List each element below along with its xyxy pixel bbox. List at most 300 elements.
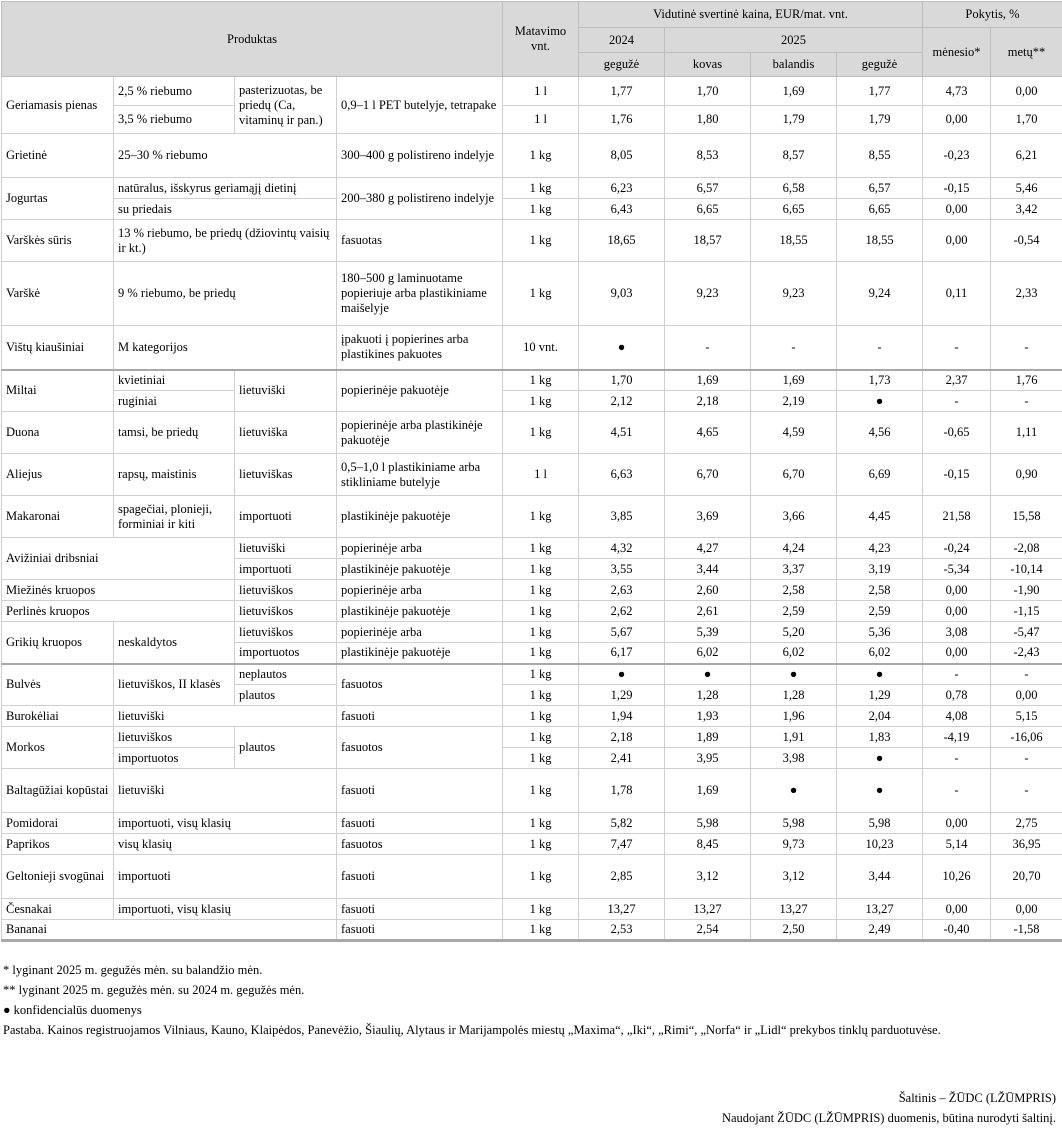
price-2025-mar: 2,18 (665, 391, 751, 412)
table-row (2, 920, 1062, 941)
table-row (2, 454, 1062, 496)
price-2025-may: - (837, 326, 923, 370)
unit-cell: 1 kg (503, 769, 579, 813)
change-year: 1,11 (991, 412, 1062, 454)
change-year: 0,00 (991, 77, 1062, 106)
unit-cell: 1 l (503, 106, 579, 134)
price-2024-may: 1,76 (579, 106, 665, 134)
product-origin: lietuviškas (235, 454, 337, 496)
product-packaging: fasuoti (337, 899, 503, 920)
price-2025-may: 2,49 (837, 920, 923, 941)
header-metu: metų** (991, 28, 1062, 77)
table-body (2, 77, 1062, 941)
table-row (2, 899, 1062, 920)
price-2024-may: 2,85 (579, 855, 665, 899)
price-2024-may: 1,77 (579, 77, 665, 106)
price-2024-may: 6,17 (579, 643, 665, 664)
unit-cell: 1 kg (503, 391, 579, 412)
unit-cell: 1 kg (503, 412, 579, 454)
table-row (2, 496, 1062, 538)
product-origin: lietuviški (235, 370, 337, 412)
price-2024-may: 2,12 (579, 391, 665, 412)
price-2024-may: 2,62 (579, 601, 665, 622)
change-month: - (923, 326, 991, 370)
product-variant: spagečiai, plonieji, forminiai ir kiti (114, 496, 235, 538)
product-name: Duona (2, 412, 114, 454)
product-variant: M kategorijos (114, 326, 337, 370)
table-row (2, 412, 1062, 454)
change-year: 20,70 (991, 855, 1062, 899)
price-2024-may: ● (579, 664, 665, 685)
price-2024-may: 6,63 (579, 454, 665, 496)
change-year: -16,06 (991, 727, 1062, 748)
product-packaging: plastikinėje pakuotėje (337, 643, 503, 664)
price-2025-apr: 1,69 (751, 77, 837, 106)
change-year: 5,15 (991, 706, 1062, 727)
change-month: 0,78 (923, 685, 991, 706)
price-table (1, 1, 1062, 942)
product-variant: importuoti, visų klasių (114, 813, 337, 834)
change-year: 3,42 (991, 199, 1062, 220)
product-name: Varškės sūris (2, 220, 114, 262)
price-2025-mar: 6,57 (665, 178, 751, 199)
product-variant: kvietiniai (114, 370, 235, 391)
product-origin: importuotos (235, 643, 337, 664)
unit-cell: 1 kg (503, 748, 579, 769)
price-2025-may: ● (837, 769, 923, 813)
product-packaging: plastikinėje pakuotėje (337, 496, 503, 538)
price-2025-mar: 13,27 (665, 899, 751, 920)
price-2025-apr: 13,27 (751, 899, 837, 920)
price-2025-may: 6,69 (837, 454, 923, 496)
price-2025-may: 4,56 (837, 412, 923, 454)
price-2025-may: 1,77 (837, 77, 923, 106)
product-variant: 9 % riebumo, be priedų (114, 262, 337, 326)
product-packaging: popierinėje arba (337, 580, 503, 601)
price-2024-may: 2,63 (579, 580, 665, 601)
product-packaging: fasuotos (337, 834, 503, 855)
change-month: 0,00 (923, 813, 991, 834)
product-name: Baltagūžiai kopūstai (2, 769, 114, 813)
header-menesio: mėnesio* (923, 28, 991, 77)
change-month: 0,00 (923, 106, 991, 134)
price-2025-may: 10,23 (837, 834, 923, 855)
price-2024-may: 1,94 (579, 706, 665, 727)
price-2025-apr: 18,55 (751, 220, 837, 262)
price-2025-apr: 4,59 (751, 412, 837, 454)
price-2025-apr: 1,79 (751, 106, 837, 134)
price-2024-may: 2,53 (579, 920, 665, 941)
price-2024-may: 1,29 (579, 685, 665, 706)
price-2025-mar: - (665, 326, 751, 370)
price-2024-may: 4,51 (579, 412, 665, 454)
price-2025-mar: 5,39 (665, 622, 751, 643)
price-2025-may: ● (837, 664, 923, 685)
table-row (2, 622, 1062, 643)
change-month: 3,08 (923, 622, 991, 643)
price-2025-apr: 2,50 (751, 920, 837, 941)
table-header (2, 2, 1062, 77)
table-row (2, 813, 1062, 834)
change-month: -0,15 (923, 454, 991, 496)
product-name: Grikių kruopos (2, 622, 114, 664)
price-2025-may: 18,55 (837, 220, 923, 262)
change-year: -2,08 (991, 538, 1062, 559)
unit-cell: 1 l (503, 77, 579, 106)
change-month: - (923, 391, 991, 412)
product-origin: importuoti (235, 496, 337, 538)
price-2025-mar: 18,57 (665, 220, 751, 262)
product-origin: lietuviška (235, 412, 337, 454)
unit-cell: 1 kg (503, 727, 579, 748)
price-2025-apr: 1,69 (751, 370, 837, 391)
product-name: Pomidorai (2, 813, 114, 834)
product-packaging: plastikinėje pakuotėje (337, 559, 503, 580)
price-2024-may: 3,85 (579, 496, 665, 538)
product-packaging: fasuotos (337, 727, 503, 769)
change-month: 0,00 (923, 199, 991, 220)
header-pokytis: Pokytis, % (923, 2, 1062, 28)
table-row (2, 220, 1062, 262)
price-2025-may: 2,04 (837, 706, 923, 727)
price-2025-mar: 1,69 (665, 769, 751, 813)
change-year: 15,58 (991, 496, 1062, 538)
change-year: - (991, 664, 1062, 685)
price-2024-may: 5,67 (579, 622, 665, 643)
product-name: Miltai (2, 370, 114, 412)
price-2024-may: ● (579, 326, 665, 370)
price-2025-may: 9,24 (837, 262, 923, 326)
price-2025-apr: 6,02 (751, 643, 837, 664)
product-name: Česnakai (2, 899, 114, 920)
unit-cell: 1 kg (503, 134, 579, 178)
header-year-2025: 2025 (665, 28, 923, 53)
price-2025-apr: 6,58 (751, 178, 837, 199)
change-year: -10,14 (991, 559, 1062, 580)
change-month: 0,00 (923, 643, 991, 664)
product-variant: ruginiai (114, 391, 235, 412)
price-2025-apr: 1,96 (751, 706, 837, 727)
product-name: Avižiniai dribsniai (2, 538, 235, 580)
price-2024-may: 2,41 (579, 748, 665, 769)
table-row (2, 262, 1062, 326)
table-row (2, 580, 1062, 601)
product-variant: 2,5 % riebumo (114, 77, 235, 106)
product-packaging: fasuotos (337, 664, 503, 706)
header-geguze-2025: gegužė (837, 53, 923, 77)
product-packaging: fasuotas (337, 220, 503, 262)
product-packaging: popierinėje arba (337, 538, 503, 559)
change-year: 6,21 (991, 134, 1062, 178)
product-packaging: plastikinėje pakuotėje (337, 601, 503, 622)
price-2025-mar: 3,44 (665, 559, 751, 580)
price-2025-apr: 9,73 (751, 834, 837, 855)
table-row (2, 106, 1062, 134)
table-row (2, 538, 1062, 559)
change-month: -0,24 (923, 538, 991, 559)
price-2025-apr: 8,57 (751, 134, 837, 178)
price-2025-may: 2,59 (837, 601, 923, 622)
product-packaging: 200–380 g polistireno indelyje (337, 178, 503, 220)
price-2025-may: 6,65 (837, 199, 923, 220)
table-row (2, 834, 1062, 855)
price-2025-mar: 8,53 (665, 134, 751, 178)
price-2025-may: ● (837, 391, 923, 412)
price-2024-may: 6,43 (579, 199, 665, 220)
product-name: Geriamasis pienas (2, 77, 114, 134)
price-2025-mar: 1,89 (665, 727, 751, 748)
product-packaging: popierinėje arba plastikinėje pakuotėje (337, 412, 503, 454)
product-variant: visų klasių (114, 834, 337, 855)
product-origin: lietuviškos (235, 601, 337, 622)
unit-cell: 1 kg (503, 538, 579, 559)
table-row (2, 370, 1062, 391)
product-variant: natūralus, išskyrus geriamąjį dietinį (114, 178, 337, 199)
product-packaging: fasuoti (337, 813, 503, 834)
change-month: 0,11 (923, 262, 991, 326)
price-2025-mar: 4,65 (665, 412, 751, 454)
product-origin: pasterizuotas, be priedų (Ca, vitaminų ir pan.) (235, 77, 337, 134)
unit-cell: 1 kg (503, 855, 579, 899)
product-packaging: fasuoti (337, 855, 503, 899)
product-variant: tamsi, be priedų (114, 412, 235, 454)
change-month: - (923, 748, 991, 769)
price-2025-mar: ● (665, 664, 751, 685)
unit-cell: 1 kg (503, 685, 579, 706)
price-2024-may: 8,05 (579, 134, 665, 178)
price-2025-mar: 3,12 (665, 855, 751, 899)
header-matavimo: Matavimo vnt. (503, 2, 579, 77)
product-variant: 3,5 % riebumo (114, 106, 235, 134)
product-name: Vištų kiaušiniai (2, 326, 114, 370)
change-month: - (923, 664, 991, 685)
price-2024-may: 1,78 (579, 769, 665, 813)
change-year: -1,58 (991, 920, 1062, 941)
header-geguze-2024: gegužė (579, 53, 665, 77)
product-name: Aliejus (2, 454, 114, 496)
price-2025-apr: 1,91 (751, 727, 837, 748)
price-2025-mar: 4,27 (665, 538, 751, 559)
product-variant: 13 % riebumo, be priedų (džiovintų vaisių ir kt.) (114, 220, 337, 262)
product-variant: lietuviški (114, 706, 337, 727)
unit-cell: 1 kg (503, 496, 579, 538)
table-row (2, 391, 1062, 412)
change-year: 36,95 (991, 834, 1062, 855)
source-usage-line: Naudojant ŽŪDC (LŽŪMPRIS) duomenis, būtina nurodyti šaltinį. (721, 1111, 1056, 1125)
table-row (2, 134, 1062, 178)
price-2024-may: 9,03 (579, 262, 665, 326)
product-origin: lietuviškos (235, 580, 337, 601)
price-2025-apr: ● (751, 664, 837, 685)
table-row (2, 727, 1062, 748)
header-year-2024: 2024 (579, 28, 665, 53)
product-name: Geltonieji svogūnai (2, 855, 114, 899)
change-month: 0,00 (923, 220, 991, 262)
product-packaging: popierinėje pakuotėje (337, 370, 503, 412)
change-year: 1,70 (991, 106, 1062, 134)
price-2025-mar: 1,70 (665, 77, 751, 106)
change-month: 4,08 (923, 706, 991, 727)
product-origin: lietuviški (235, 538, 337, 559)
product-variant: su priedais (114, 199, 337, 220)
unit-cell: 1 kg (503, 559, 579, 580)
price-2024-may: 1,70 (579, 370, 665, 391)
product-variant: lietuviški (114, 769, 337, 813)
product-packaging: 0,9–1 l PET butelyje, tetrapake (337, 77, 503, 134)
price-2025-apr: 5,98 (751, 813, 837, 834)
source-line: Šaltinis – ŽŪDC (LŽŪMPRIS) (898, 1091, 1056, 1105)
price-2025-may: 3,19 (837, 559, 923, 580)
product-name: Burokėliai (2, 706, 114, 727)
price-2025-apr: 9,23 (751, 262, 837, 326)
product-packaging: fasuoti (337, 769, 503, 813)
price-2024-may: 4,32 (579, 538, 665, 559)
price-2025-apr: 2,59 (751, 601, 837, 622)
price-2025-may: 13,27 (837, 899, 923, 920)
price-2024-may: 7,47 (579, 834, 665, 855)
product-packaging: 180–500 g laminuotame popieriuje arba plastikiniame maišelyje (337, 262, 503, 326)
price-2025-may: 1,79 (837, 106, 923, 134)
unit-cell: 1 kg (503, 920, 579, 941)
change-year: 1,76 (991, 370, 1062, 391)
table-row (2, 748, 1062, 769)
footnote-note: Pastaba. Kainos registruojamos Vilniaus, Kauno, Klaipėdos, Panevėžio, Šiaulių, Alytaus ir Marijampolės miestų „Maxima“, „Iki“, „Rimi“, „Norfa“ ir „Lidl“ prekybos tinklų parduotuvėse. (3, 1023, 941, 1037)
product-name: Paprikos (2, 834, 114, 855)
price-2025-apr: ● (751, 769, 837, 813)
change-month: 21,58 (923, 496, 991, 538)
price-2025-mar: 5,98 (665, 813, 751, 834)
price-2025-mar: 1,93 (665, 706, 751, 727)
price-2024-may: 18,65 (579, 220, 665, 262)
unit-cell: 1 kg (503, 622, 579, 643)
product-name: Grietinė (2, 134, 114, 178)
unit-cell: 1 kg (503, 220, 579, 262)
product-packaging: popierinėje arba (337, 622, 503, 643)
price-2025-mar: 1,28 (665, 685, 751, 706)
table-row (2, 706, 1062, 727)
price-2025-mar: 3,69 (665, 496, 751, 538)
product-name: Perlinės kruopos (2, 601, 235, 622)
product-origin: importuoti (235, 559, 337, 580)
header-balandis: balandis (751, 53, 837, 77)
product-name: Varškė (2, 262, 114, 326)
product-packaging: 0,5–1,0 l plastikiniame arba stikliniame butelyje (337, 454, 503, 496)
price-2024-may: 3,55 (579, 559, 665, 580)
header-produktas: Produktas (2, 2, 503, 77)
unit-cell: 1 kg (503, 199, 579, 220)
product-name: Bananai (2, 920, 337, 941)
change-year: 0,90 (991, 454, 1062, 496)
change-year: 0,00 (991, 899, 1062, 920)
product-name: Makaronai (2, 496, 114, 538)
price-2025-mar: 6,65 (665, 199, 751, 220)
change-year: - (991, 769, 1062, 813)
price-2025-apr: 2,19 (751, 391, 837, 412)
price-2025-apr: 4,24 (751, 538, 837, 559)
change-year: 5,46 (991, 178, 1062, 199)
price-2025-mar: 9,23 (665, 262, 751, 326)
change-month: 0,00 (923, 580, 991, 601)
unit-cell: 1 kg (503, 262, 579, 326)
header-vidutine-kaina: Vidutinė svertinė kaina, EUR/mat. vnt. (579, 2, 923, 28)
change-month: 0,00 (923, 899, 991, 920)
product-variant: importuotos (114, 748, 235, 769)
footnotes (3, 960, 1053, 1040)
change-year: -2,43 (991, 643, 1062, 664)
unit-cell: 1 kg (503, 834, 579, 855)
product-origin: lietuviškos (235, 622, 337, 643)
price-2025-may: 1,83 (837, 727, 923, 748)
price-2025-may: 3,44 (837, 855, 923, 899)
price-2025-apr: 3,66 (751, 496, 837, 538)
table-row (2, 664, 1062, 685)
price-2025-apr: 1,28 (751, 685, 837, 706)
change-month: -0,65 (923, 412, 991, 454)
price-2025-mar: 2,60 (665, 580, 751, 601)
table-row (2, 178, 1062, 199)
price-2025-mar: 1,69 (665, 370, 751, 391)
price-2025-mar: 6,70 (665, 454, 751, 496)
product-name: Jogurtas (2, 178, 114, 220)
product-variant: rapsų, maistinis (114, 454, 235, 496)
unit-cell: 1 kg (503, 813, 579, 834)
price-2025-may: 1,73 (837, 370, 923, 391)
price-2025-may: 4,23 (837, 538, 923, 559)
product-packaging: 300–400 g polistireno indelyje (337, 134, 503, 178)
price-2025-may: 6,02 (837, 643, 923, 664)
unit-cell: 1 l (503, 454, 579, 496)
change-month: -4,19 (923, 727, 991, 748)
price-2025-apr: 3,37 (751, 559, 837, 580)
change-month: -5,34 (923, 559, 991, 580)
unit-cell: 1 kg (503, 706, 579, 727)
product-origin: plautos (235, 685, 337, 706)
unit-cell: 1 kg (503, 643, 579, 664)
footnote-month: * lyginant 2025 m. gegužės mėn. su balandžio mėn. (3, 963, 263, 977)
price-2025-apr: 2,58 (751, 580, 837, 601)
price-2025-may: 6,57 (837, 178, 923, 199)
unit-cell: 1 kg (503, 370, 579, 391)
unit-cell: 1 kg (503, 178, 579, 199)
table-row (2, 77, 1062, 106)
price-2025-may: 8,55 (837, 134, 923, 178)
change-year: -1,90 (991, 580, 1062, 601)
product-name: Miežinės kruopos (2, 580, 235, 601)
product-name: Morkos (2, 727, 114, 769)
change-month: -0,23 (923, 134, 991, 178)
unit-cell: 10 vnt. (503, 326, 579, 370)
price-2025-mar: 8,45 (665, 834, 751, 855)
change-year: 2,75 (991, 813, 1062, 834)
product-name: Bulvės (2, 664, 114, 706)
product-origin: neplautos (235, 664, 337, 685)
price-2025-may: ● (837, 748, 923, 769)
product-variant: lietuviškos (114, 727, 235, 748)
price-2025-apr: - (751, 326, 837, 370)
unit-cell: 1 kg (503, 899, 579, 920)
change-month: 4,73 (923, 77, 991, 106)
price-2025-apr: 6,65 (751, 199, 837, 220)
price-2024-may: 13,27 (579, 899, 665, 920)
price-2024-may: 2,18 (579, 727, 665, 748)
change-month: 10,26 (923, 855, 991, 899)
change-year: -0,54 (991, 220, 1062, 262)
table-row (2, 855, 1062, 899)
price-2024-may: 6,23 (579, 178, 665, 199)
change-year: - (991, 748, 1062, 769)
change-year: - (991, 326, 1062, 370)
table-row (2, 601, 1062, 622)
